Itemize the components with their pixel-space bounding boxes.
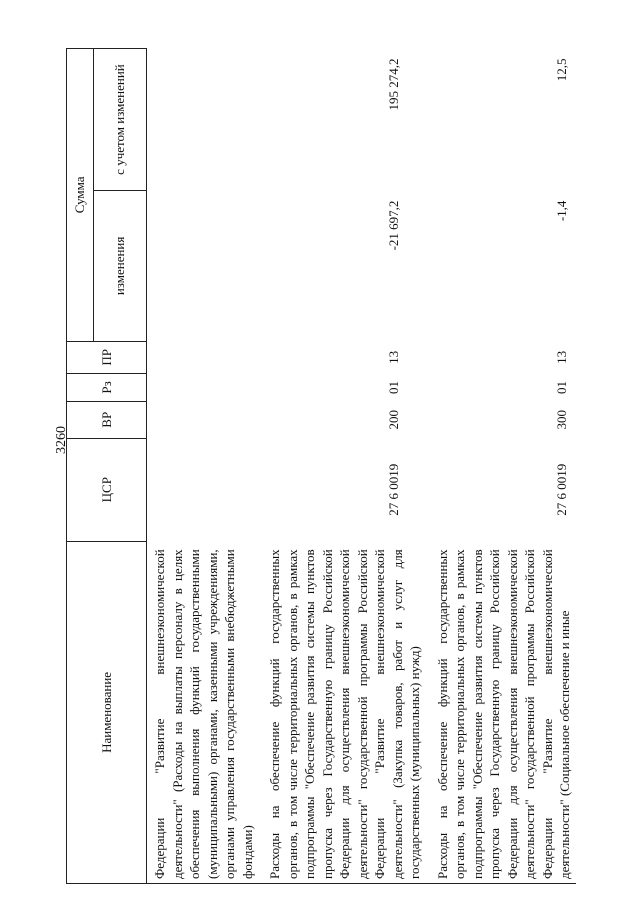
budget-table [66,48,576,884]
row-change: -1,4 [553,200,569,222]
page-number: 3260 [54,426,69,454]
row-total: 12,5 [553,58,569,82]
row-csr: 27 6 0019 [553,463,569,516]
header-csr: ЦСР [67,438,147,541]
header-changes: изменения [94,191,147,342]
row-pr [147,341,259,373]
row-rz: 01 [386,380,401,394]
row-name: Расходы на обеспечение функций государственных органов, в том числе территориальных органов, в рамках подпрограммы "Обеспечение развития системы пунктов пропуска через Государственную границу Российской Федерации для осуществления внешнеэкономической деятельности" государственной программы Российской Федерации "Развитие внешнеэкономической деятельности" (Социальное обеспечение и иные [426,541,576,883]
header-name: Наименование [67,541,147,883]
header-pr: ПР [67,341,147,373]
table-row [426,49,576,884]
row-total [147,49,259,191]
header-with-changes: с учетом изменений [94,49,147,191]
row-csr: 27 6 0019 [386,463,401,516]
header-sum: Сумма [67,49,94,342]
budget-table-sheet [66,48,606,884]
row-name: Расходы на обеспечение функций государственных органов, в том числе территориальных органов, в рамках подпрограммы "Обеспечение развития системы пунктов пропуска через Государственную границу Российской Федерации для осуществления внешнеэкономической деятельности" государственной программы Российской Федерации "Развитие внешнеэкономической деятельности" (Закупка товаров, работ и услуг для государственных (муниципальных) нужд) [258,541,426,883]
row-pr: 13 [553,350,569,364]
header-vr: ВР [67,401,147,438]
row-name: Федерации "Развитие внешнеэкономической деятельности" (Расходы на выплаты персоналу в целях обеспечения выполнения функций государственными (муниципальными) органами, казенными учреждениями, органами управления государственными внебюджетными фондами) [147,541,259,883]
table-row [258,49,426,884]
row-change [147,191,259,342]
header-rz: Рз [67,373,147,401]
row-vr: 300 [553,410,569,430]
row-change: -21 697,2 [386,200,401,251]
row-rz [147,373,259,401]
row-vr: 200 [386,410,401,430]
row-pr: 13 [386,350,401,364]
row-rz: 01 [553,380,569,394]
row-vr [147,401,259,438]
table-row [147,49,259,884]
row-total: 195 274,2 [386,58,401,111]
row-csr [147,438,259,541]
